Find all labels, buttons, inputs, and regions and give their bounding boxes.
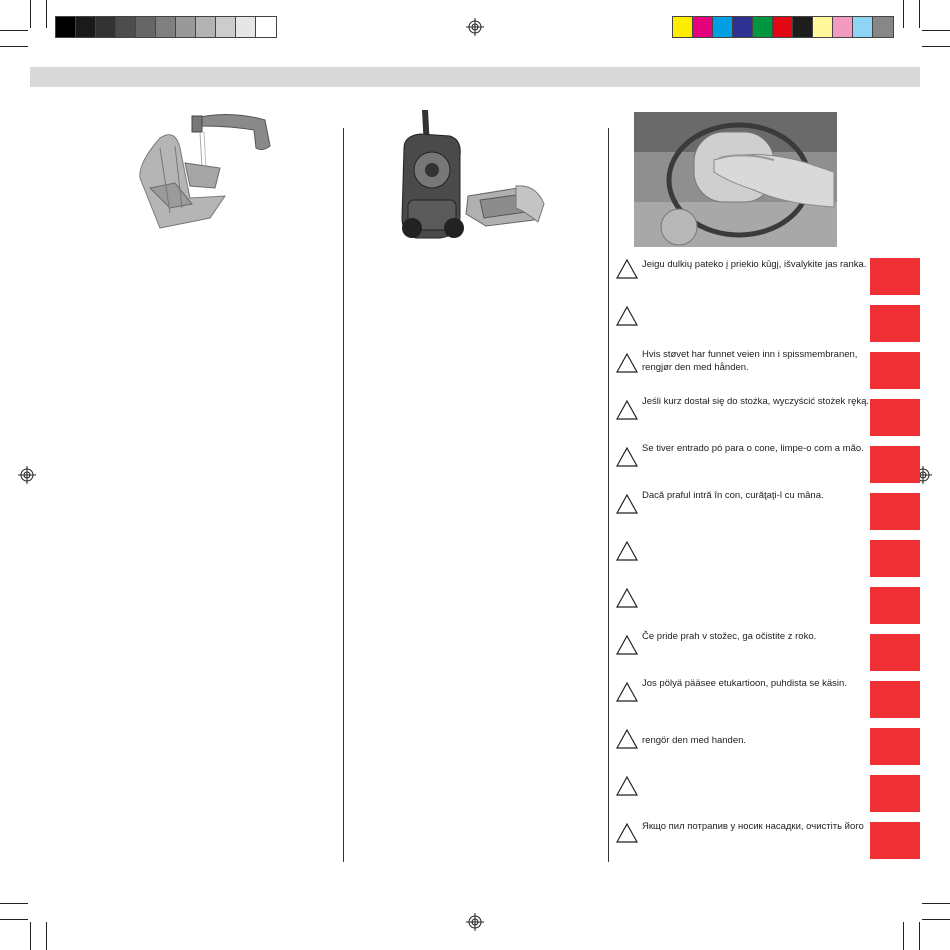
vacuum-filter-illustration bbox=[398, 108, 548, 243]
color-swatch bbox=[256, 17, 276, 37]
crop-mark bbox=[922, 46, 950, 47]
crop-mark bbox=[922, 30, 950, 31]
warning-text-line: Se tiver entrado pó para o cone, limpe-o com a mão. bbox=[642, 443, 864, 454]
registration-mark-icon bbox=[18, 466, 36, 484]
language-tab bbox=[870, 775, 920, 812]
warning-triangle-icon bbox=[616, 775, 638, 797]
language-tab bbox=[870, 258, 920, 295]
crop-mark bbox=[46, 0, 47, 28]
language-tab bbox=[870, 634, 920, 671]
warning-triangle-icon bbox=[616, 493, 638, 515]
color-swatch bbox=[76, 17, 96, 37]
color-swatch bbox=[733, 17, 753, 37]
language-tab bbox=[870, 493, 920, 530]
crop-mark bbox=[922, 919, 950, 920]
language-tab bbox=[870, 399, 920, 436]
color-swatch bbox=[793, 17, 813, 37]
warning-text-line: Hvis støvet har funnet veien inn i spissmembranen, bbox=[642, 349, 858, 360]
filter-rinse-illustration bbox=[130, 108, 280, 238]
warning-text-line: Jos pölyä pääsee etukartioon, puhdista se käsin. bbox=[642, 678, 847, 689]
warning-triangle-icon bbox=[616, 681, 638, 703]
warning-triangle-icon bbox=[616, 446, 638, 468]
color-swatch bbox=[56, 17, 76, 37]
warning-text bbox=[642, 258, 870, 271]
crop-mark bbox=[919, 0, 920, 28]
warning-text-line: Якщо пил потрапив у носик насадки, очистіть його bbox=[642, 821, 864, 832]
warning-triangle-icon bbox=[616, 822, 638, 844]
color-swatch bbox=[853, 17, 873, 37]
column-divider bbox=[608, 128, 609, 862]
color-swatch bbox=[673, 17, 693, 37]
warning-text-line: Dacă praful intră în con, curăţaţi-l cu mâna. bbox=[642, 490, 824, 501]
warning-triangle-icon bbox=[616, 258, 638, 280]
color-swatch bbox=[136, 17, 156, 37]
language-tab bbox=[870, 305, 920, 342]
crop-mark bbox=[0, 30, 28, 31]
color-swatch bbox=[833, 17, 853, 37]
language-tab bbox=[870, 681, 920, 718]
language-tab bbox=[870, 587, 920, 624]
warning-triangle-icon bbox=[616, 587, 638, 609]
color-swatch bbox=[116, 17, 136, 37]
warning-triangle-icon bbox=[616, 352, 638, 374]
crop-mark bbox=[0, 903, 28, 904]
warning-triangle-icon bbox=[616, 634, 638, 656]
crop-mark bbox=[46, 922, 47, 950]
color-swatch bbox=[813, 17, 833, 37]
column-divider bbox=[343, 128, 344, 862]
warning-text bbox=[642, 348, 870, 374]
warning-text bbox=[642, 630, 870, 643]
language-tab bbox=[870, 822, 920, 859]
warning-text bbox=[642, 820, 870, 833]
grayscale-color-bar bbox=[55, 16, 277, 38]
color-swatch bbox=[773, 17, 793, 37]
color-swatch bbox=[753, 17, 773, 37]
crop-mark bbox=[919, 922, 920, 950]
language-tab bbox=[870, 540, 920, 577]
crop-mark bbox=[903, 0, 904, 28]
warning-triangle-icon bbox=[616, 728, 638, 750]
warning-text-line: Jeigu dulkių pateko į priekio kūgį, išvalykite jas ranka. bbox=[642, 259, 867, 270]
process-color-bar bbox=[672, 16, 894, 38]
header-band bbox=[30, 67, 920, 87]
color-swatch bbox=[873, 17, 893, 37]
warning-text-line: rengjør den med hånden. bbox=[642, 362, 749, 373]
color-swatch bbox=[156, 17, 176, 37]
warning-text-line: Če pride prah v stožec, ga očistite z roko. bbox=[642, 631, 817, 642]
warning-triangle-icon bbox=[616, 305, 638, 327]
registration-mark-icon bbox=[466, 913, 484, 931]
crop-mark bbox=[30, 0, 31, 28]
warning-text bbox=[642, 395, 870, 408]
language-tab bbox=[870, 352, 920, 389]
cone-cleaning-photo bbox=[634, 112, 837, 247]
warning-text bbox=[642, 677, 870, 690]
warning-text bbox=[642, 489, 870, 502]
warning-text-line: Jeśli kurz dostał się do stożka, wyczyścić stożek ręką. bbox=[642, 396, 870, 407]
color-swatch bbox=[236, 17, 256, 37]
crop-mark bbox=[0, 919, 28, 920]
crop-mark bbox=[0, 46, 28, 47]
warning-text bbox=[642, 734, 870, 747]
warning-triangle-icon bbox=[616, 399, 638, 421]
crop-mark bbox=[922, 903, 950, 904]
language-tab bbox=[870, 446, 920, 483]
color-swatch bbox=[196, 17, 216, 37]
warning-text-line: rengör den med handen. bbox=[642, 735, 747, 746]
crop-mark bbox=[30, 922, 31, 950]
color-swatch bbox=[693, 17, 713, 37]
warning-triangle-icon bbox=[616, 540, 638, 562]
color-swatch bbox=[216, 17, 236, 37]
warning-text bbox=[642, 442, 870, 455]
registration-mark-icon bbox=[466, 18, 484, 36]
color-swatch bbox=[176, 17, 196, 37]
language-tab bbox=[870, 728, 920, 765]
crop-mark bbox=[903, 922, 904, 950]
color-swatch bbox=[713, 17, 733, 37]
color-swatch bbox=[96, 17, 116, 37]
